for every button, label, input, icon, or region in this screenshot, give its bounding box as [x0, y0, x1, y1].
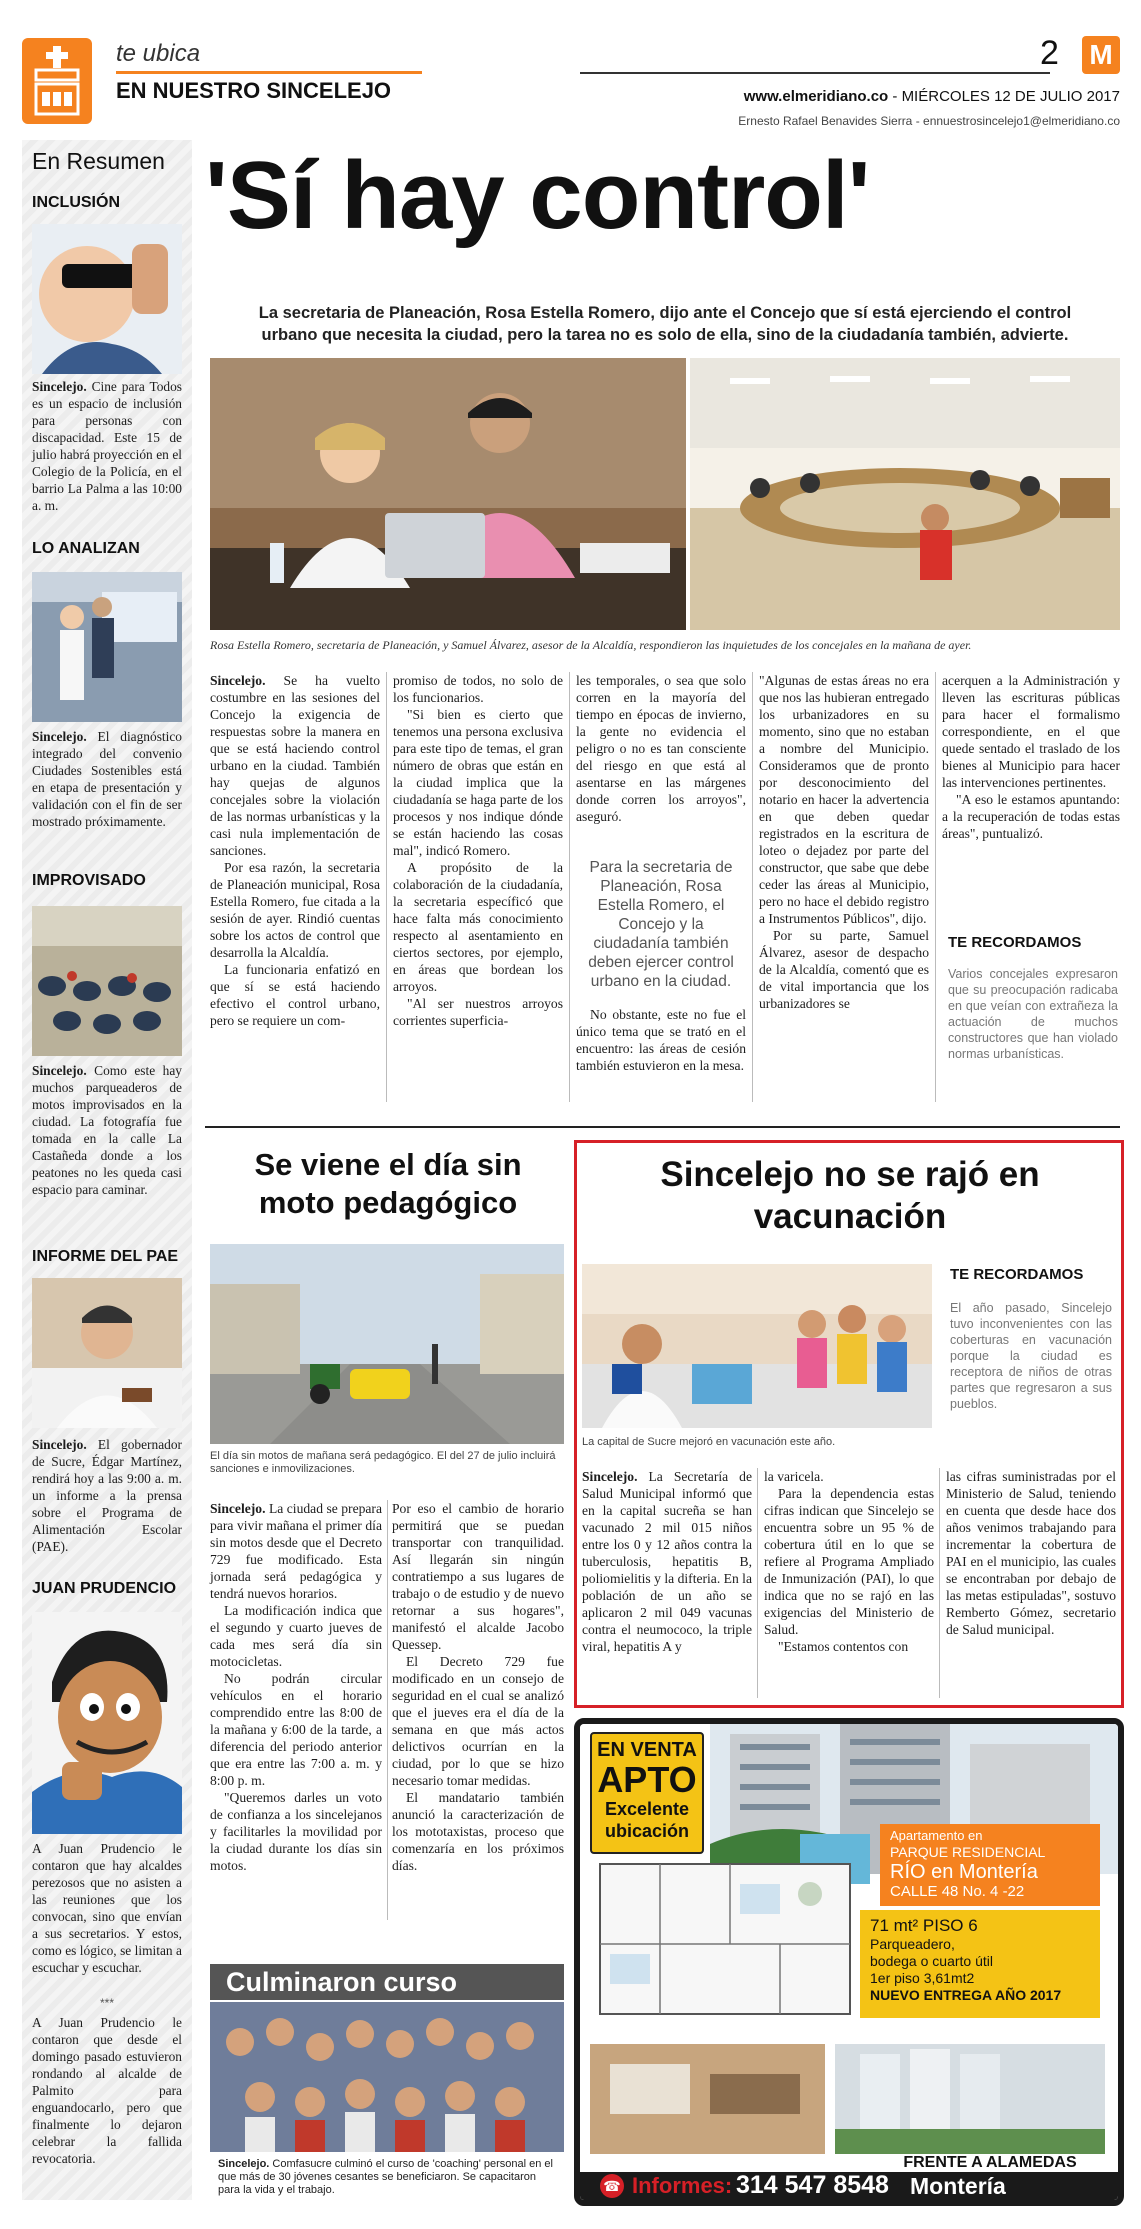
main-recordamos-head: TE RECORDAMOS — [948, 934, 1082, 951]
vacuna-recordamos-text: El año pasado, Sincelejo tuvo inconvenientes con las coberturas en vacunación porque la ciudad es receptora de niños de otras partes que regresaron a sus pueblos. — [950, 1301, 1112, 1411]
curso-caption: Sincelejo. Comfasucre culminó el curso de 'coaching' personal en el que más de 30 jóvenes cesantes se beneficiaron. Se capacitaron para la vida y el trabajo. — [218, 2158, 553, 2196]
header-rule — [580, 72, 1050, 74]
sidebar-text-juan-2: A Juan Prudencio le contaron que desde el domingo pasado estuvieron rondando al alcalde de Palmito para enguandocarlo, pero que finalmente lo dejaron celebrar la fallida revocatoria. — [32, 2015, 182, 2166]
ad-frente: FRENTE A ALAMEDAS — [903, 2154, 1077, 2171]
ad-line-2: APTO — [597, 1759, 697, 1800]
sidebar-head-analizan: LO ANALIZAN — [32, 540, 140, 557]
col-rule — [569, 672, 570, 1102]
main-col-3: les temporales, o sea que solo corren en la mayoría del tiempo en épocas de invierno, la gente no evidencia el peligro o no es tan consciente del riesgo en que está al asentarse en las márgenes donde corren los arroyos", aseguró. — [576, 673, 746, 824]
main-col-3b: No obstante, este no fue el único tema que se trató en el encuentro: las áreas de cesión también estuvieron en la mesa. — [576, 1007, 746, 1073]
page-number: 2 — [1040, 34, 1059, 72]
ad-spec-2: Parqueadero, — [870, 1936, 955, 1952]
main-col-4: "Algunas de estas áreas no era que nos las hubieran entregado los urbanizadores en su momento, sino que no estaban a nombre del Municipio. Consideramos que de pronto por desconocimiento del notario en hacer la advertencia en que deben quedar registrados en la escritura de loteo o dejadez por parte del constructor, que sabe que debe ceder las áreas al Municipio, pero no hace el debido registro a Instrumentos Públicos", dijo. Por su parte, Samuel Álvarez, asesor de despacho de la Alcaldía, comentó que es de vital importancia que los urbanizadores se — [759, 673, 929, 1011]
editor-line: Ernesto Rafael Benavides Sierra - ennuestrosincelejo1@elmeridiano.co — [738, 114, 1120, 128]
vacuna-col-3: las cifras suministradas por el Ministerio de Salud, teniendo en cuenta que desde hace dos años venimos trabajando para incrementar la cobertura de PAI en el municipio, las cuales se encontraban por debajo de las metas estipuladas", sostuvo Remberto Gómez, secretario de Salud municipal. — [946, 1469, 1116, 1637]
sidebar-text-improvisado: Sincelejo. Como este hay muchos parqueaderos de motos improvisados en la ciudad. La fotografía fue tomada en la calle La Castañeda donde a los peatones no les queda casi espacio para caminar. — [32, 1063, 182, 1197]
photo-pae — [32, 1278, 182, 1428]
section-title-top: te ubica — [116, 40, 201, 67]
ad-spec-3: bodega o cuarto útil — [870, 1953, 993, 1969]
vacuna-caption: La capital de Sucre mejoró en vacunación este año. — [582, 1436, 836, 1448]
sidebar-text-pae: Sincelejo. El gobernador de Sucre, Édgar Martínez, rendirá hoy a las 9:00 a. m. un informe a la prensa sobre el Programa de Alimentación Escolar (PAE). — [32, 1437, 182, 1554]
ad-location-box — [880, 1824, 1100, 1906]
vacuna-col-1: Sincelejo. La Secretaría de Salud Municipal informó que en la capital sucreña se han vacunado 2 mil 015 niños entre los 0 y 12 años contra la tuberculosis, hepatitis B, poliomielitis y la difteria. En la población de un año se aplicaron 2 mil 049 vacunas contra el neumococo, la triple viral, hepatitis A y — [582, 1469, 752, 1654]
sidebar-head-improvisado: IMPROVISADO — [32, 872, 146, 889]
vacuna-col-2: la varicela. Para la dependencia estas cifras indican que Sincelejo se encuentra sobre un 95 % de cobertura útil en lo que se refiere al Programa Ampliado de Inmunización (PAI), lo que indica que no se rajó en las exigencias del Ministerio de Salud. "Estamos contentos con — [764, 1469, 934, 1654]
vacuna-headline: Sincelejo no se rajó en vacunación — [660, 1155, 1040, 1236]
main-deck: La secretaria de Planeación, Rosa Estella Romero, dijo ante el Concejo que sí está ejerciendo el control urbano que necesita la ciudad, pero la tarea no es solo de ella, sino de la ciudadanía también, advierte. — [258, 304, 1072, 344]
ad-headline-box — [590, 1732, 704, 1854]
ad-box-line-3: RÍO en Montería — [890, 1861, 1038, 1883]
ad-box-line-1: Apartamento en — [890, 1828, 983, 1843]
col-rule — [935, 672, 936, 1102]
photo-romero-alvarez — [210, 358, 686, 630]
sidebar-head-juan: JUAN PRUDENCIO — [32, 1580, 177, 1597]
col-rule — [386, 672, 387, 1102]
photo-analizan — [32, 572, 182, 722]
ad-spec-5: NUEVO ENTREGA AÑO 2017 — [870, 1987, 1062, 2003]
photo-inclusion — [32, 224, 182, 374]
sidebar-title: En Resumen — [32, 148, 165, 174]
photo-concejo-session — [690, 358, 1120, 630]
col-rule — [752, 672, 753, 1102]
col-rule — [939, 1468, 940, 1698]
col-rule — [387, 1500, 388, 1920]
section-rule — [116, 71, 422, 74]
main-photo-caption: Rosa Estella Romero, secretaria de Planeación, y Samuel Álvarez, asesor de la Alcaldía, respondieron las inquietudes de los concejales en la mañana de ayer. — [210, 638, 972, 652]
sidebar-text-juan-1: A Juan Prudencio le contaron que hay alcaldes perezosos que no asisten a las reuniones que los convocan, sino que envían a sus secretarios. Y estos, como es lógico, se limitan a escuchar y escuchar. — [32, 1841, 182, 1975]
phone-icon: ☎ — [600, 2174, 624, 2198]
church-icon — [22, 38, 92, 124]
juan-prudencio-cartoon — [32, 1612, 182, 1834]
ad-line-4: ubicación — [604, 1821, 689, 1841]
vacuna-recordamos-head: TE RECORDAMOS — [950, 1266, 1084, 1283]
date: MIÉRCOLES 12 DE JULIO 2017 — [901, 88, 1120, 105]
pullquote: Para la secretaria de Planeación, Rosa Estella Romero, el Concejo y la ciudadanía también deben ejercer control urbano en la ciudad. — [588, 859, 734, 990]
sidebar-head-pae: INFORME DEL PAE — [32, 1248, 179, 1265]
logo-mark: M — [1082, 36, 1120, 74]
main-recordamos-text: Varios concejales expresaron que su preocupación radicaba en que veían con extrañeza la actuación de muchos constructores que han violado normas urbanísticas. — [948, 967, 1118, 1061]
main-col-2: promiso de todos, no solo de los funcionarios. "Si bien es cierto que tenemos una persona exclusiva para este tipo de temas, el gran número de obras que están en la ciudad implica que la ciudadanía se haga parte de los procesos y nos indique dónde se están haciendo las cosas mal", indicó Romero. A propósito de la colaboración de la ciudadanía, la secretaria específicó que hace falta más conocimiento respecto al asentamiento en ciertos sectores, por ejemplo, en áreas que bordean los arroyos. "Al ser nuestros arroyos corrientes superficia- — [393, 673, 563, 1028]
header-dateline: www.elmeridiano.co - MIÉRCOLES 12 DE JULIO 2017 — [743, 88, 1120, 105]
col-rule — [757, 1468, 758, 1698]
ad-line-3: Excelente — [604, 1799, 690, 1819]
sidebar-text-inclusion: Sincelejo. Cine para Todos es un espacio de inclusión para personas con discapacidad. Este 15 de julio habrá proyección en el Colegio de la Policía, en el barrio La Palma a las 10:00 a. m. — [32, 379, 182, 513]
ad-line-1: EN VENTA — [597, 1739, 697, 1761]
ad-spec-4: 1er piso 3,61mt2 — [870, 1970, 975, 1986]
real-estate-ad[interactable] — [574, 1718, 1124, 2206]
sidebar-head-inclusion: INCLUSIÓN — [32, 194, 120, 211]
moto-col-2: Por eso el cambio de horario permitirá que se puedan transportar con tranquilidad. Así llegarán sin ningún contratiempo a sus lugares de trabajo o de estudio y de nuevo retornar a sus hogares", manifestó el alcalde Jacobo Quessep. El Decreto 729 fue modificado en un consejo de seguridad en el cual se analizó que el jueves era el día de la semana en que más actos delictivos ocurrían en la ciudad, por lo que se hizo necesario tomar medidas. El mandatario también anunció la caracterización de los mototaxistas, proceso que comenzaría en los próximos días. — [392, 1501, 564, 1873]
section-icon — [22, 38, 92, 124]
moto-col-1: Sincelejo. La ciudad se prepara para vivir mañana el primer día sin motos desde que el Decreto 729 fue modificado. Esta jornada será pedagógica y tendrá nuevos horarios. La modificación indica que el segundo y cuarto jueves de cada mes será día sin motocicletas. No podrán circular vehículos en el horario comprendido entre las 8:00 de la mañana y 6:00 de la tarde, a diferencia del periodo anterior que era entre las 7:00 a. m. y 8:00 p. m. "Queremos darles un voto de confianza a los sincelejanos y facilitarles la movilidad por la ciudad durante los días sin motos. — [210, 1501, 382, 1873]
curso-title: Culminaron curso — [210, 1964, 564, 2000]
sidebar-stars: *** — [99, 1996, 114, 2010]
website[interactable]: www.elmeridiano.co — [743, 88, 889, 105]
main-col-1: Sincelejo. Se ha vuelto costumbre en las sesiones del Concejo la exigencia de respuestas sobre la manera en que se está haciendo control urbano en la ciudad. También hay quejas de algunos concejales sobre la violación de las normas urbanísticas y la casi nula implementación de sanciones. Por esa razón, la secretaria de Planeación municipal, Rosa Estella Romero, fue citada a la sesión de ayer. Rindió cuentas sobre los actos de control que desarrolla la Alcaldía. La funcionaria enfatizó en que sí se está haciendo efectivo el control urbano, pero se requiere un com- — [210, 673, 380, 1028]
section-divider — [205, 1126, 1120, 1128]
moto-headline: Se viene el día sin moto pedagógico — [254, 1147, 522, 1220]
ad-city: Montería — [910, 2173, 1006, 2199]
ad-phone[interactable]: 314 547 8548 — [736, 2171, 889, 2199]
ad-phone-bar[interactable] — [580, 2172, 1118, 2200]
photo-improvisado — [32, 906, 182, 1056]
main-col-5: acerquen a la Administración y lleven las escrituras públicas para hacer el formalismo correspondiente, en el que quede sentado el traslado de los bienes al Municipio para hacer las intervenciones pertinentes. "A eso le estamos apuntando: a la recuperación de todas estas áreas", puntualizó. — [942, 673, 1120, 841]
main-headline: 'Sí hay control' — [205, 142, 870, 249]
photo-curso-group — [210, 2002, 564, 2152]
photo-moto-street — [210, 1244, 564, 1444]
photo-vacunacion — [582, 1264, 932, 1428]
sidebar-text-analizan: Sincelejo. El diagnóstico integrado del convenio Ciudades Sostenibles está en etapa de presentación y validación con el fin de ser mostrado próximamente. — [32, 729, 182, 829]
moto-caption: El día sin motos de mañana será pedagógico. El del 27 de julio incluirá sanciones e inmovilizaciones. — [210, 1450, 556, 1475]
ad-box-line-4: CALLE 48 No. 4 -22 — [890, 1883, 1025, 1900]
ad-box-line-2: PARQUE RESIDENCIAL — [890, 1844, 1046, 1860]
section-title-bottom: EN NUESTRO SINCELEJO — [116, 78, 392, 103]
ad-phone-label: Informes: — [632, 2173, 733, 2198]
ad-specs-box — [860, 1910, 1100, 2018]
ad-spec-1: 71 mt² PISO 6 — [870, 1916, 978, 1935]
